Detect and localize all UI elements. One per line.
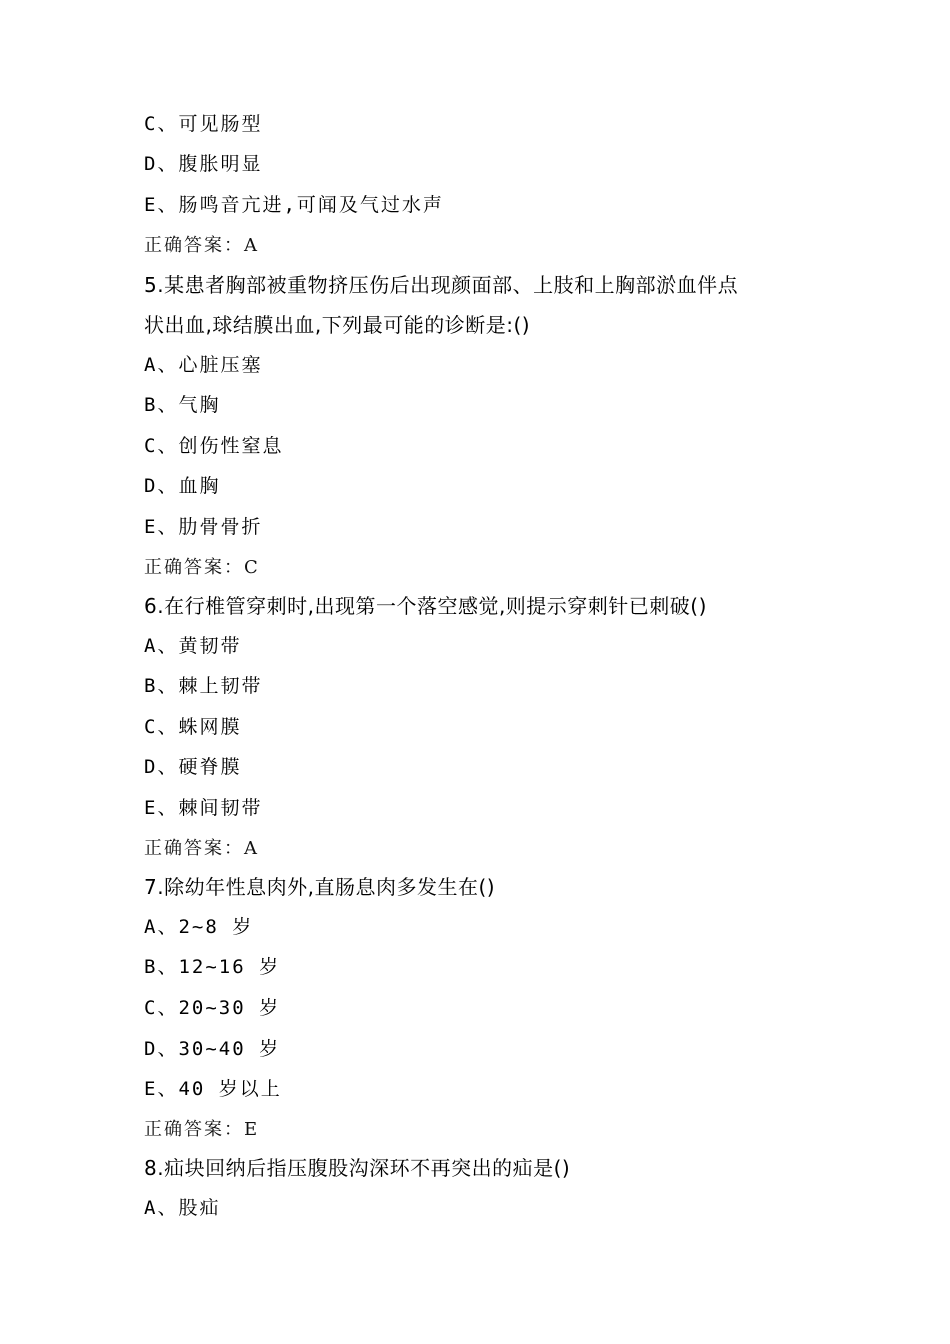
question-stem: 8.疝块回纳后指压腹股沟深环不再突出的疝是() (144, 1156, 571, 1180)
question-stem: 7.除幼年性息肉外,直肠息肉多发生在() (144, 875, 496, 899)
question-stem: 5.某患者胸部被重物挤压伤后出现颜面部、上肢和上胸部淤血伴点 (144, 273, 739, 297)
option-item: B、气胸 (144, 394, 221, 416)
option-item: C、20~30 岁 (144, 997, 281, 1019)
option-item: C、创伤性窒息 (144, 435, 284, 457)
option-item: A、黄韧带 (144, 635, 242, 657)
option-item: D、腹胀明显 (144, 153, 263, 175)
answer-line: 正确答案：A (144, 235, 259, 256)
option-item: A、心脏压塞 (144, 354, 263, 376)
answer-line: 正确答案：C (144, 557, 260, 578)
option-item: A、股疝 (144, 1197, 221, 1219)
option-item: B、12~16 岁 (144, 956, 281, 978)
option-item: A、2~8 岁 (144, 916, 254, 938)
option-item: D、血胸 (144, 475, 221, 497)
option-item: C、可见肠型 (144, 113, 263, 135)
option-item: E、40 岁以上 (144, 1078, 282, 1100)
option-item: E、肠鸣音亢进,可闻及气过水声 (144, 194, 444, 216)
option-item: E、肋骨骨折 (144, 516, 263, 538)
option-item: D、硬脊膜 (144, 756, 242, 778)
answer-line: 正确答案：A (144, 838, 259, 859)
question-stem: 状出血,球结膜出血,下列最可能的诊断是:() (144, 313, 531, 337)
option-item: E、棘间韧带 (144, 797, 263, 819)
option-item: B、棘上韧带 (144, 675, 263, 697)
option-item: D、30~40 岁 (144, 1038, 281, 1060)
answer-line: 正确答案：E (144, 1119, 260, 1140)
option-item: C、蛛网膜 (144, 716, 242, 738)
question-stem: 6.在行椎管穿刺时,出现第一个落空感觉,则提示穿刺针已刺破() (144, 594, 707, 618)
